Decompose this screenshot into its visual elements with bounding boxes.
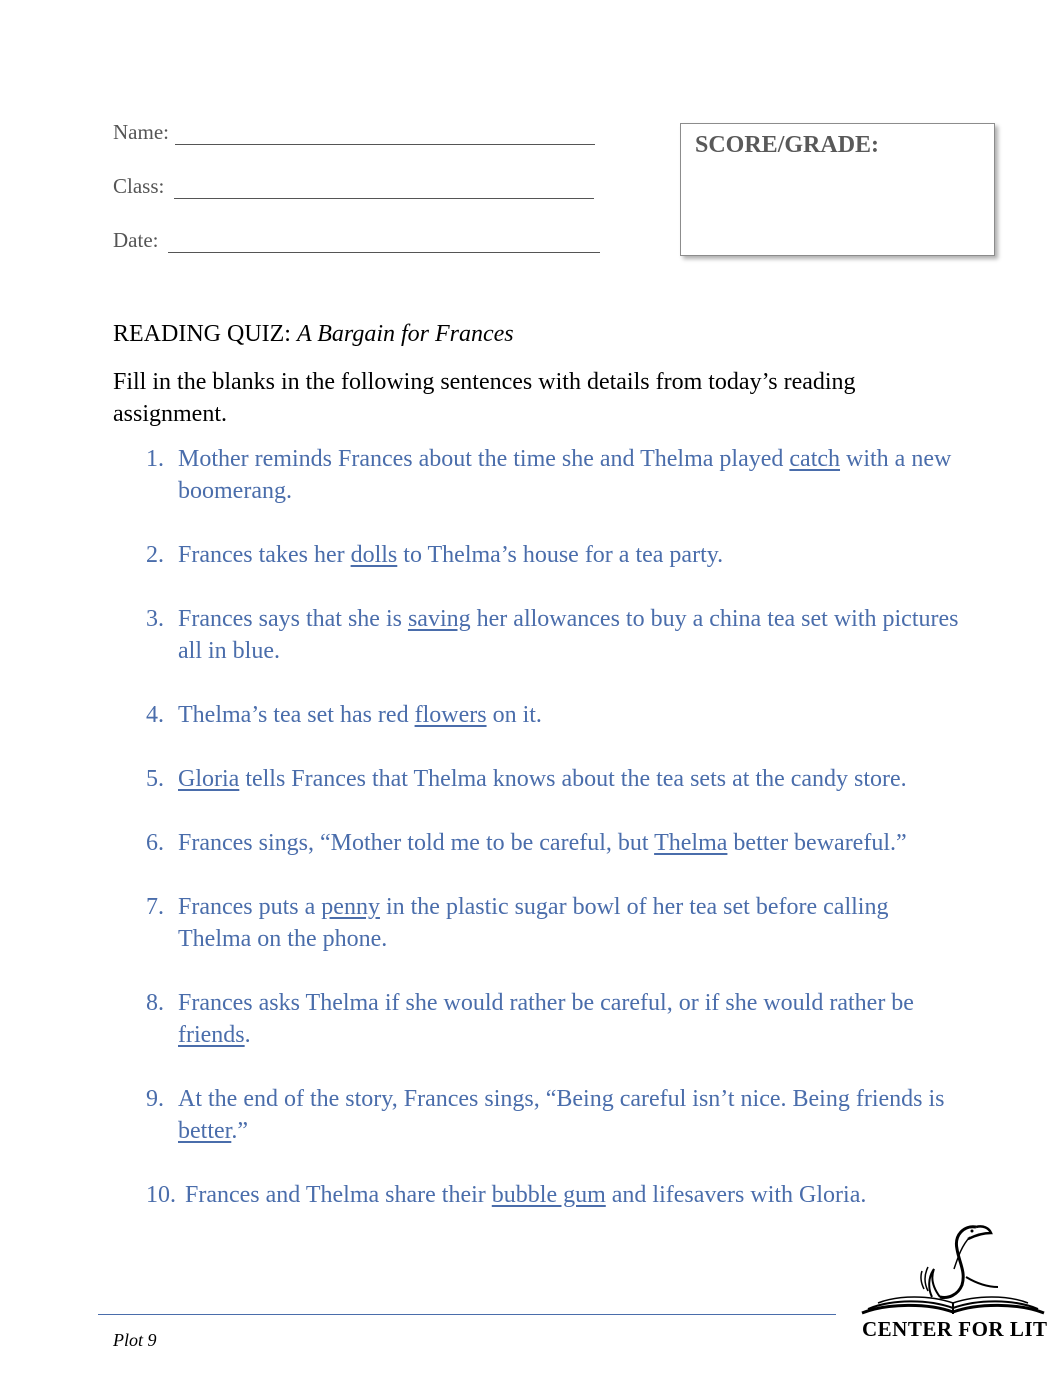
question-item bbox=[113, 1179, 963, 1211]
instructions: Fill in the blanks in the following sentences with details from today’s reading assignment. bbox=[113, 369, 856, 427]
question-number: 7. bbox=[146, 894, 164, 920]
answer-text: penny bbox=[321, 894, 380, 920]
question-text: on it. bbox=[486, 702, 542, 728]
answer-text: flowers bbox=[414, 702, 487, 728]
question-text: Frances says that she is bbox=[178, 606, 408, 632]
footer-divider bbox=[98, 1314, 836, 1315]
question-number: 4. bbox=[146, 702, 164, 728]
question-number: 1. bbox=[146, 446, 164, 472]
question-number: 5. bbox=[146, 766, 164, 792]
answer-text: Thelma bbox=[654, 830, 728, 856]
question-text: Frances puts a bbox=[178, 894, 322, 920]
question-item bbox=[113, 891, 963, 955]
question-item bbox=[113, 763, 963, 795]
class-label: Class: bbox=[113, 174, 165, 198]
question-item bbox=[113, 539, 963, 571]
question-text: to Thelma’s house for a tea party. bbox=[397, 542, 724, 568]
date-field bbox=[113, 228, 600, 253]
question-text: Mother reminds Frances about the time she and Thelma played bbox=[178, 446, 790, 472]
question-item bbox=[113, 827, 963, 859]
answer-text: Gloria bbox=[178, 766, 240, 792]
question-text: better bewareful.” bbox=[727, 830, 907, 856]
answer-text: dolls bbox=[350, 542, 398, 568]
question-number: 10. bbox=[146, 1182, 176, 1208]
question-text: At the end of the story, Frances sings, “Being careful isn’t nice. Being friends is bbox=[178, 1086, 945, 1112]
question-number: 9. bbox=[146, 1086, 164, 1112]
question-item bbox=[113, 603, 963, 667]
question-text: Thelma’s tea set has red bbox=[178, 702, 415, 728]
question-text: with a new boomerang. bbox=[178, 446, 952, 504]
score-grade-label: SCORE/GRADE: bbox=[695, 132, 880, 158]
name-label: Name: bbox=[113, 120, 169, 144]
quiz-title-prefix: READING QUIZ: bbox=[113, 321, 291, 347]
quiz-book-title: A Bargain for Frances bbox=[296, 321, 514, 347]
question-text: . bbox=[244, 1022, 251, 1048]
question-item bbox=[113, 1083, 963, 1147]
question-list bbox=[113, 443, 963, 1211]
date-label: Date: bbox=[113, 228, 159, 252]
question-text: in the plastic sugar bowl of her tea set before calling Thelma on the phone. bbox=[178, 894, 889, 952]
answer-text: friends bbox=[178, 1022, 245, 1048]
question-text: .” bbox=[231, 1118, 248, 1144]
question-number: 3. bbox=[146, 606, 164, 632]
answer-text: saving bbox=[407, 606, 471, 632]
question-number: 6. bbox=[146, 830, 164, 856]
question-text: tells Frances that Thelma knows about the tea sets at the candy store. bbox=[239, 766, 907, 792]
answer-text: better bbox=[178, 1118, 232, 1144]
question-text: and lifesavers with Gloria. bbox=[605, 1182, 867, 1208]
footer-page-label: Plot 9 bbox=[113, 1330, 157, 1350]
question-text: Frances takes her bbox=[178, 542, 351, 568]
question-text: her allowances to buy a china tea set with pictures all in blue. bbox=[178, 606, 959, 664]
name-blank-line[interactable] bbox=[175, 143, 595, 145]
question-text: Frances and Thelma share their bbox=[185, 1182, 492, 1208]
class-field bbox=[113, 174, 594, 199]
score-grade-box bbox=[680, 123, 995, 256]
question-item bbox=[113, 699, 963, 731]
answer-text: catch bbox=[789, 446, 841, 472]
quiz-title bbox=[113, 321, 514, 348]
question-number: 8. bbox=[146, 990, 164, 1016]
class-blank-line[interactable] bbox=[174, 197, 594, 199]
logo-wordmark: CENTER FOR LIT bbox=[862, 1317, 1048, 1341]
question-item bbox=[113, 987, 963, 1051]
answer-text: bubble gum bbox=[491, 1182, 606, 1208]
name-field bbox=[113, 120, 595, 145]
question-item bbox=[113, 443, 963, 507]
question-text: Frances asks Thelma if she would rather be careful, or if she would rather be bbox=[178, 990, 914, 1016]
date-blank-line[interactable] bbox=[168, 251, 600, 253]
question-number: 2. bbox=[146, 542, 164, 568]
question-text: Frances sings, “Mother told me to be careful, but bbox=[178, 830, 655, 856]
